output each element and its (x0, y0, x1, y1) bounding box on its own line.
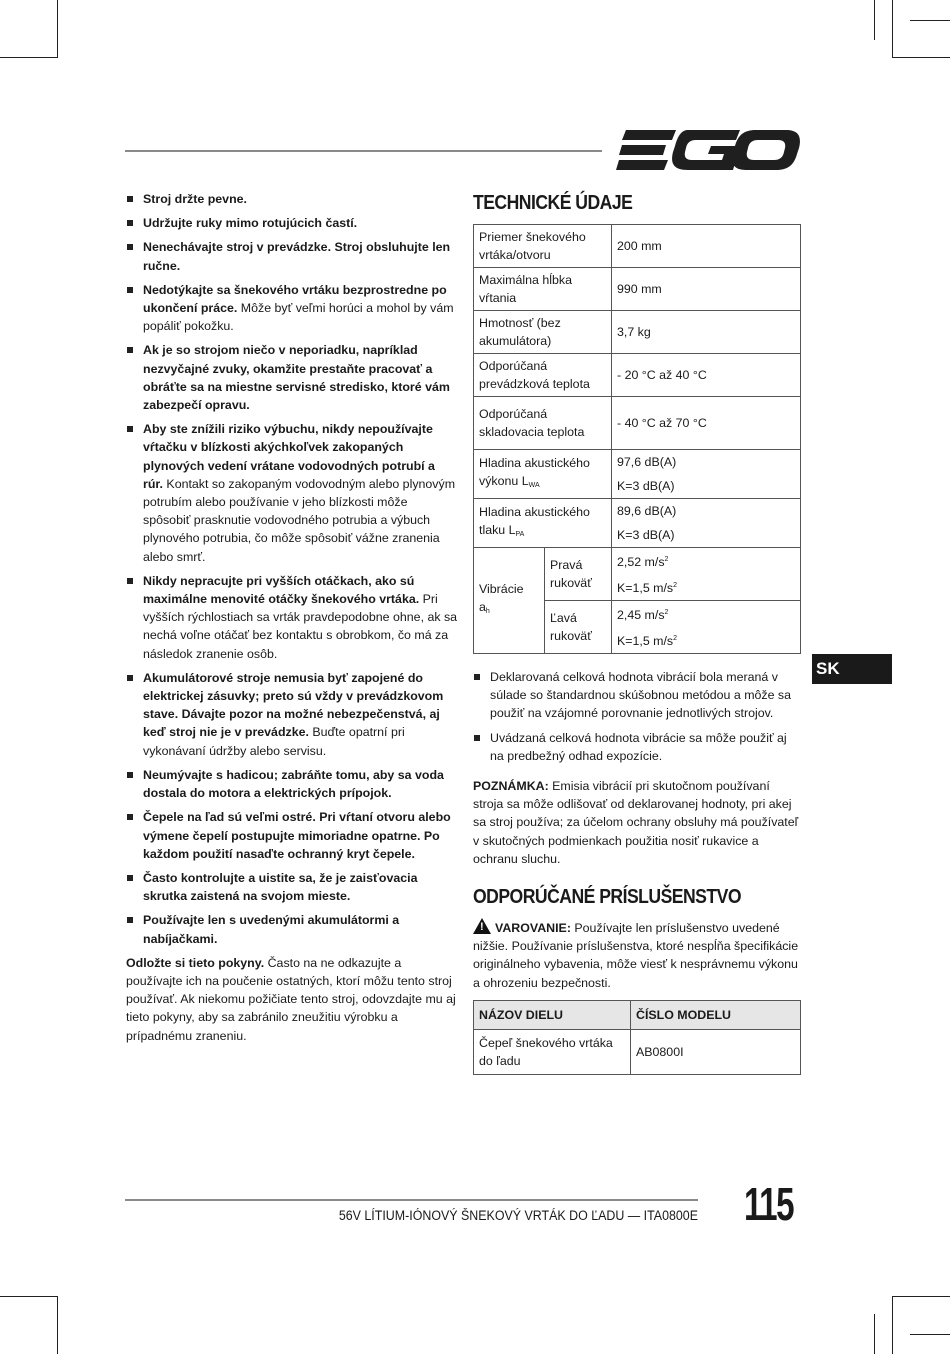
list-item: Akumulátorové stroje nemusia byť zapojené do elektrickej zásuvky; preto sú vždy v prevádzkovom stave. Dávajte pozor na možné nebezpečenstvá, aj keď stroj nie je v prevádzke. Buďte opatrní pri vykonávaní údržby alebo servisu. (126, 669, 458, 760)
list-item: Neumývajte s hadicou; zabráňte tomu, aby sa voda dostala do motora a elektrických prípojok. (126, 766, 458, 802)
crop-mark (874, 1314, 875, 1354)
spec-value: 3,7 kg (612, 311, 801, 354)
square-bullet-icon (127, 772, 133, 778)
warning-paragraph: ! VAROVANIE: Používajte len príslušenstvo uvedené nižšie. Používanie príslušenstva, ktoré nespĺňa špecifikácie originálneho vybavenia, môže viesť k nesprávnemu výkonu a ohrozeniu bezpečnosti. (473, 918, 801, 992)
square-bullet-icon (127, 220, 133, 226)
vibration-label: Vibrácie $a_h$ (474, 548, 545, 654)
list-item: Deklarovaná celková hodnota vibrácií bola meraná v súlade so štandardnou skúšobnou metódou a môže sa použiť na vzájomné porovnanie jednotlivých strojov. (473, 668, 801, 723)
safety-column (126, 190, 458, 1051)
crop-mark (874, 0, 875, 40)
crop-mark (0, 1296, 58, 1297)
square-bullet-icon (127, 287, 133, 293)
crop-mark (0, 57, 58, 58)
spec-value: - 20 °C až 40 °C (612, 354, 801, 397)
header-rule (125, 150, 602, 152)
ego-logo (616, 128, 800, 172)
list-item: Ak je so strojom niečo v neporiadku, napríklad nezvyčajné zvuky, okamžite prestaňte pracovať a obráťte sa na miestne servisné stredisko, ktoré vám zabezpečí opravu. (126, 341, 458, 414)
warning-icon: ! (473, 918, 491, 934)
language-tab: SK (812, 654, 892, 684)
crop-mark (57, 1296, 58, 1354)
list-item: Používajte len s uvedenými akumulátormi a nabíjačkami. (126, 911, 458, 947)
table-row (474, 311, 801, 354)
spec-label: Priemer šnekového vrtáka/otvoru (474, 225, 612, 268)
spec-uncertainty: K=1,5 $m/s^2$ (612, 574, 801, 601)
square-bullet-icon (127, 917, 133, 923)
list-item: Aby ste znížili riziko výbuchu, nikdy nepoužívajte vŕtačku v blízkosti akýchkoľvek zakopaných plynových vedení vrátane vodovodných potrubí a rúr. Kontakt so zakopaným vodovodným alebo plynovým potrubím alebo používanie v jeho blízkosti môže spôsobiť prasknutie vodovodného potrubia a výbuch plynového potrubia, čo môže spôsobiť vážne zranenia alebo smrť. (126, 420, 458, 566)
crop-mark (910, 20, 950, 21)
spec-value: - 40 °C až 70 °C (612, 397, 801, 450)
spec-label: Hladina akustického výkonu $L_{WA}$ (474, 450, 612, 499)
table-row (474, 450, 801, 475)
table-row (474, 499, 801, 524)
table-row (474, 548, 801, 575)
spec-value: 2,52 $m/s^2$ (612, 548, 801, 575)
list-item: Nenechávajte stroj v prevádzke. Stroj obsluhujte len ručne. (126, 238, 458, 274)
crop-mark (892, 57, 950, 58)
table-row (474, 397, 801, 450)
table-row (474, 354, 801, 397)
square-bullet-icon (127, 196, 133, 202)
list-item: Často kontrolujte a uistite sa, že je zaisťovacia skrutka zaistená na svojom mieste. (126, 869, 458, 905)
square-bullet-icon (127, 578, 133, 584)
specs-column (473, 190, 801, 1075)
crop-mark (57, 0, 58, 58)
spec-value: 2,45 $m/s^2$ (612, 601, 801, 628)
spec-uncertainty: K=3 dB(A) (612, 523, 801, 548)
square-bullet-icon (127, 347, 133, 353)
square-bullet-icon (127, 675, 133, 681)
square-bullet-icon (127, 426, 133, 432)
square-bullet-icon (474, 674, 480, 680)
square-bullet-icon (127, 875, 133, 881)
spec-label: Hladina akustického tlaku $L_{PA}$ (474, 499, 612, 548)
table-row (474, 268, 801, 311)
table-row (474, 1029, 801, 1074)
spec-value: 89,6 dB(A) (612, 499, 801, 524)
save-instructions-paragraph: Odložte si tieto pokyny. Často na ne odkazujte a používajte ich na poučenie ostatných, ktorí môžu tento stroj používať. Ak niekomu požičiate tento stroj, odovzdajte mu aj tieto pokyny, aby sa zabránilo zneužitiu výrobku a prípadnému zraneniu. (126, 955, 456, 1043)
square-bullet-icon (127, 244, 133, 250)
spec-label: Odporúčaná prevádzková teplota (474, 354, 612, 397)
crop-mark (910, 1334, 950, 1335)
table-row (474, 225, 801, 268)
square-bullet-icon (474, 735, 480, 741)
list-item: Nedotýkajte sa šnekového vrtáku bezprostredne po ukončení práce. Môže byť veľmi horúci a mohol by vám popáliť pokožku. (126, 281, 458, 336)
tech-data-heading: TECHNICKÉ ÚDAJE (473, 192, 633, 214)
square-bullet-icon (127, 814, 133, 820)
list-item: Nikdy nepracujte pri vyšších otáčkach, ako sú maximálne menovité otáčky šnekového vrtáka. Pri vyšších rýchlostiach sa vrták pravdepodobne ohne, ak sa nechá voľne otáčať bez kontaktu s obrobkom, čo má za následok zranenie osôb. (126, 572, 458, 663)
spec-uncertainty: K=3 dB(A) (612, 474, 801, 499)
column-header-model: ČÍSLO MODELU (631, 1000, 801, 1029)
accessories-table (473, 1000, 801, 1075)
spec-value: 97,6 dB(A) (612, 450, 801, 475)
vibration-right-handle: Pravá rukoväť (545, 548, 612, 601)
model-number: AB0800I (631, 1029, 801, 1074)
vibration-notes-list (473, 668, 801, 765)
spec-label: Hmotnosť (bez akumulátora) (474, 311, 612, 354)
footer-product-title: 56V LÍTIUM-IÓNOVÝ ŠNEKOVÝ VRTÁK DO ĽADU — ITA0800E (338, 1208, 698, 1223)
crop-mark (892, 1296, 893, 1354)
table-header-row (474, 1000, 801, 1029)
vibration-left-handle: Ľavá rukoväť (545, 601, 612, 654)
tech-spec-table (473, 224, 801, 654)
accessories-heading: ODPORÚČANÉ PRÍSLUŠENSTVO (473, 886, 741, 909)
list-item: Stroj držte pevne. (126, 190, 458, 208)
spec-value: 990 mm (612, 268, 801, 311)
spec-uncertainty: K=1,5 $m/s^2$ (612, 627, 801, 654)
list-item: Udržujte ruky mimo rotujúcich častí. (126, 214, 458, 232)
footer-rule (125, 1199, 698, 1201)
list-item: Čepele na ľad sú veľmi ostré. Pri vŕtaní otvoru alebo výmene čepelí postupujte mimoriadne opatrne. Po každom použití nasaďte ochranný kryt čepele. (126, 808, 458, 863)
crop-mark (892, 0, 893, 58)
list-item: Uvádzaná celková hodnota vibrácie sa môže použiť aj na predbežný odhad expozície. (473, 729, 801, 765)
spec-label: Maximálna hĺbka vŕtania (474, 268, 612, 311)
spec-value: 200 mm (612, 225, 801, 268)
safety-list (126, 190, 458, 948)
column-header-part: NÁZOV DIELU (474, 1000, 631, 1029)
spec-label: Odporúčaná skladovacia teplota (474, 397, 612, 450)
note-paragraph: POZNÁMKA: Emisia vibrácií pri skutočnom používaní stroja sa môže odlišovať od deklarovanej hodnoty, pri akej sa stroj používa; za účelom ochrany obsluhy má používateľ v skutočných podmienkach použitia nosiť rukavice a ochranu sluchu. (473, 779, 799, 866)
part-name: Čepeľ šnekového vrtáka do ľadu (474, 1029, 631, 1074)
crop-mark (892, 1296, 950, 1297)
page-number: 115 (744, 1178, 794, 1230)
